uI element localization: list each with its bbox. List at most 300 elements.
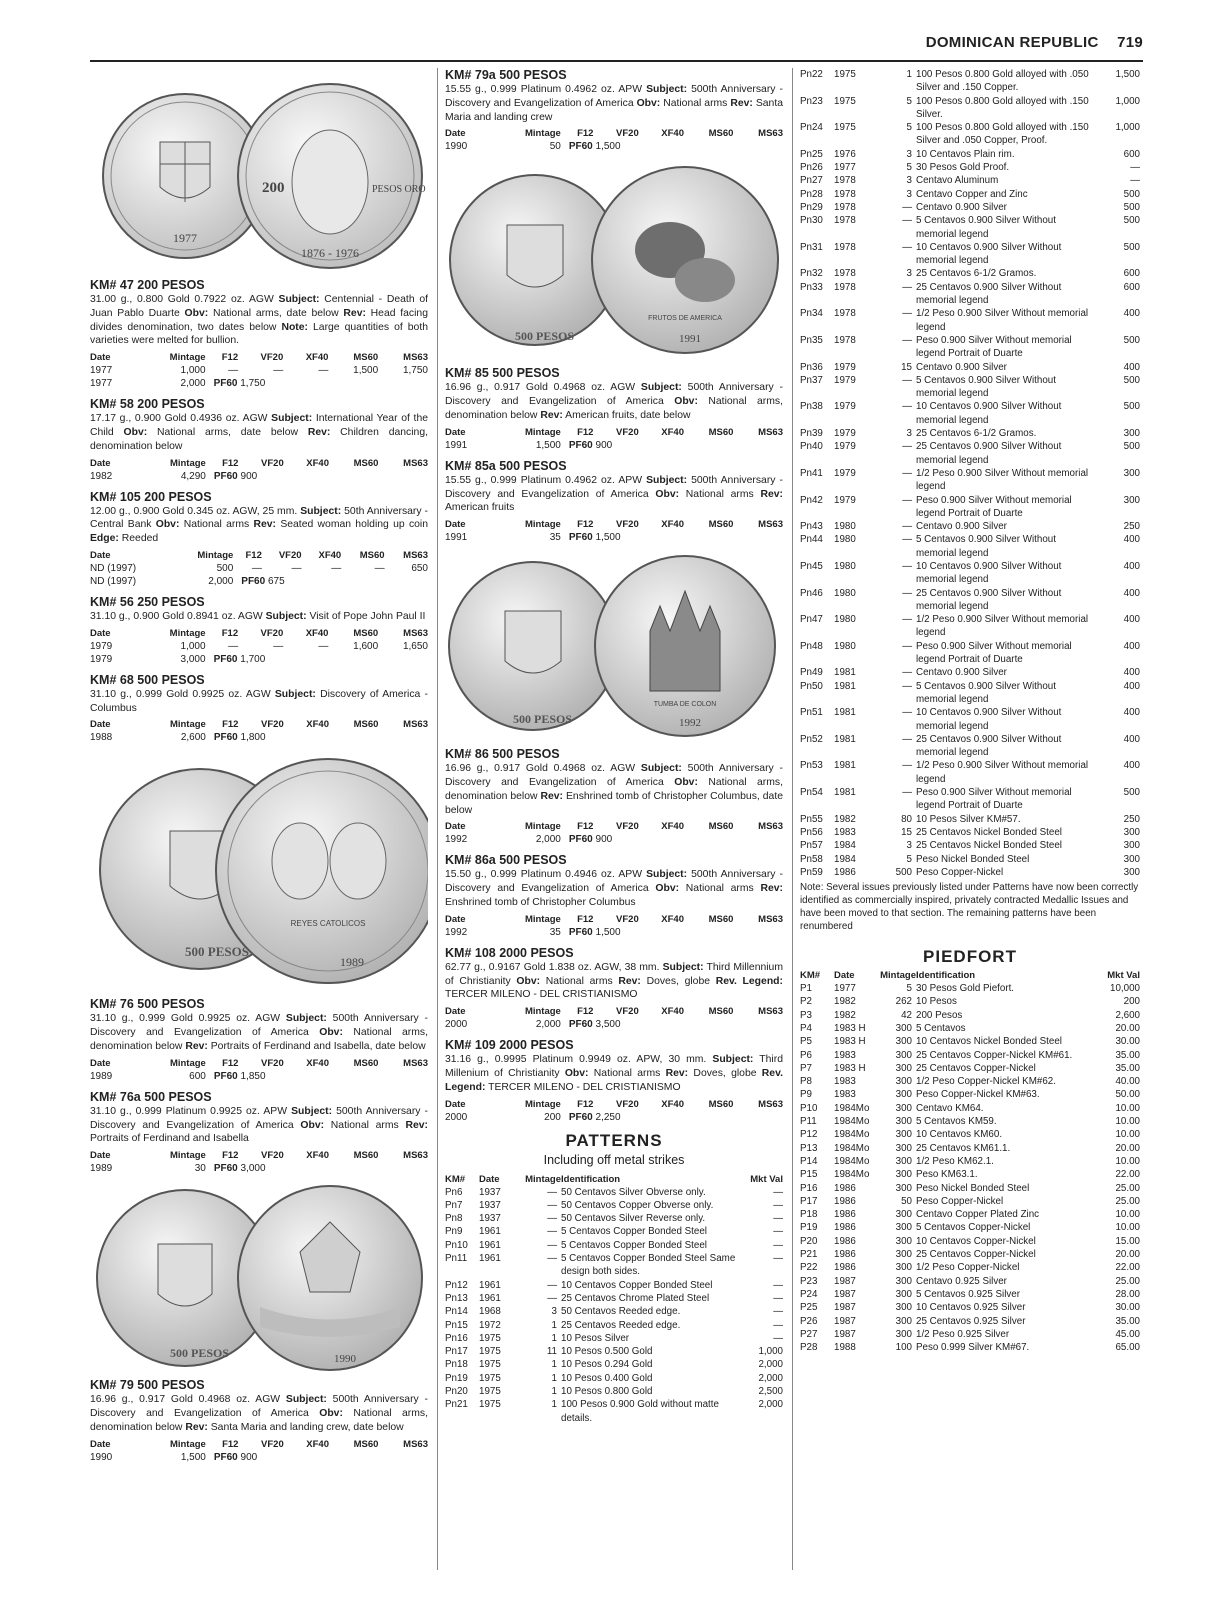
date: 1984Mo	[834, 1155, 870, 1167]
date: 1983 H	[834, 1023, 866, 1034]
table-row	[800, 982, 1140, 995]
market-value: 300	[1123, 428, 1140, 440]
km-number: Pn24	[800, 122, 823, 134]
price-proof: PF60 1,750	[213, 378, 266, 390]
desc-label: Subject:	[712, 1054, 754, 1066]
coin-image-km76	[90, 751, 428, 991]
identification: 100 Pesos 0.800 Gold alloyed with .050 Silver and .150 Copper.	[916, 69, 1089, 94]
price-cell: —	[251, 562, 262, 574]
entry-title: KM# 86a 500 PESOS	[445, 853, 567, 868]
km-number: P21	[800, 1249, 818, 1261]
market-value: 500	[1123, 241, 1140, 253]
price-header: MS63	[403, 1150, 428, 1162]
date: 1978	[834, 215, 856, 227]
identification: Peso 0.900 Silver Without memorial legend Portrait of Duarte	[916, 494, 1072, 519]
price-header: Date	[90, 1150, 111, 1162]
km-number: Pn13	[445, 1292, 468, 1304]
desc-label: Obv:	[564, 1067, 589, 1079]
market-value: 50.00	[1115, 1089, 1140, 1101]
identification: 1/2 Peso Copper-Nickel	[916, 1262, 1020, 1274]
desc-label: Subject:	[646, 869, 688, 881]
date: 1982	[834, 1009, 856, 1021]
date: 1978	[834, 188, 856, 200]
desc-label: Subject:	[274, 688, 316, 700]
price-header: Mintage	[524, 1098, 561, 1110]
table-row	[445, 1398, 783, 1425]
price-table	[445, 913, 783, 939]
price-header: XF40	[661, 913, 684, 925]
price-row	[445, 439, 783, 452]
date: 1978	[834, 334, 856, 346]
entry-title: KM# 76a 500 PESOS	[90, 1089, 212, 1104]
date: 1981	[834, 787, 856, 799]
market-value: —	[773, 1239, 783, 1251]
market-value: —	[773, 1332, 783, 1344]
price-row	[445, 140, 783, 153]
market-value: 65.00	[1115, 1342, 1140, 1354]
table-row	[800, 494, 1140, 521]
entry-title: KM# 56 250 PESOS	[90, 594, 205, 609]
market-value: 20.00	[1115, 1249, 1140, 1261]
proof-grade: PF60	[213, 653, 238, 665]
km-number: P25	[800, 1302, 818, 1314]
identification: 1/2 Peso 0.900 Silver Without memorial legend	[916, 308, 1089, 333]
mintage: —	[902, 787, 912, 799]
market-value: —	[773, 1319, 783, 1331]
mintage: —	[902, 374, 912, 386]
column-1	[90, 68, 428, 1471]
coin-denomination: 200	[262, 180, 285, 196]
km-number: P9	[800, 1089, 812, 1101]
date: 1987	[834, 1315, 856, 1327]
km-number: Pn41	[800, 467, 823, 479]
mintage: 300	[895, 1036, 912, 1048]
market-value: 400	[1123, 667, 1140, 679]
price-header: Date	[445, 426, 466, 438]
price-header: F12	[222, 1057, 239, 1069]
price-mintage: 600	[189, 1070, 206, 1082]
mintage: 15	[901, 826, 912, 838]
table-row	[800, 759, 1140, 786]
price-cell: —	[228, 365, 239, 377]
identification: 50 Centavos Silver Reverse only.	[561, 1213, 706, 1225]
price-cell: 1,000	[180, 365, 206, 377]
table-row	[800, 188, 1140, 201]
km-number: Pn21	[445, 1399, 468, 1411]
date: 1975	[834, 95, 856, 107]
price-header: Date	[90, 1057, 111, 1069]
km-number: Pn44	[800, 534, 823, 546]
identification: Centavo 0.925 Silver	[916, 1275, 1007, 1287]
table-row	[800, 1168, 1140, 1181]
table-row	[800, 241, 1140, 268]
km-number: Pn30	[800, 215, 823, 227]
table-row	[800, 826, 1140, 839]
price-proof: PF60 3,500	[568, 1019, 621, 1031]
identification: 25 Centavos Reeded edge.	[561, 1319, 681, 1331]
price-table	[90, 351, 428, 390]
desc-label: Obv:	[655, 488, 680, 500]
price-mintage: 2,000	[208, 575, 234, 587]
mintage: 100	[895, 1342, 912, 1354]
identification: 10 Centavos Nickel Bonded Steel	[916, 1036, 1062, 1048]
table-header: Mkt Val	[750, 1173, 783, 1185]
market-value: 25.00	[1115, 1275, 1140, 1287]
km-number: P28	[800, 1342, 818, 1354]
desc-label: Obv:	[674, 776, 698, 788]
identification: Centavo Copper Plated Zinc	[916, 1209, 1040, 1221]
price-mintage: 1,500	[180, 1451, 206, 1463]
desc-label: Obv:	[655, 883, 680, 895]
identification: 30 Pesos Gold Piefort.	[916, 983, 1015, 995]
date: 1984Mo	[834, 1142, 870, 1154]
patterns-note: Note: Several issues previously listed under Patterns have now been correctly identified as commercially inspired, privately contracted Medallic Issues and have been moved to that section. The remaining patterns have been renumbered	[800, 882, 1139, 933]
identification: 200 Pesos	[916, 1009, 963, 1021]
market-value: 25.00	[1115, 1182, 1140, 1194]
km-number: Pn10	[445, 1239, 468, 1251]
mintage: —	[902, 467, 912, 479]
identification: 1/2 Peso 0.900 Silver Without memorial legend	[916, 614, 1089, 639]
market-value: 35.00	[1115, 1062, 1140, 1074]
entry-title: KM# 58 200 PESOS	[90, 397, 205, 412]
price-header: MS60	[708, 519, 734, 531]
mintage: 5	[906, 983, 912, 995]
km-number: Pn45	[800, 560, 823, 572]
mintage: 300	[895, 1102, 912, 1114]
identification: 10 Pesos 0.400 Gold	[561, 1372, 653, 1384]
identification: Peso 0.900 Silver Without memorial legend Portrait of Duarte	[916, 640, 1072, 666]
market-value: 10.00	[1115, 1209, 1140, 1221]
market-value: —	[773, 1253, 783, 1265]
mintage: 50	[901, 1195, 912, 1207]
desc-label: Rev:	[665, 1067, 689, 1079]
price-header: XF40	[305, 352, 329, 364]
desc-label: Obv:	[300, 1119, 325, 1131]
price-header: MS63	[758, 426, 783, 438]
market-value: 300	[1123, 866, 1140, 878]
price-header: XF40	[306, 1150, 329, 1162]
table-row	[800, 1341, 1140, 1354]
table-header: Identification	[916, 970, 976, 982]
mintage: —	[902, 201, 912, 213]
market-value: 300	[1123, 467, 1140, 479]
desc-label: Subject:	[278, 294, 320, 305]
price-row	[445, 1111, 783, 1124]
price-header: MS63	[403, 457, 428, 469]
price-header: Mintage	[524, 821, 561, 833]
table-row	[800, 813, 1140, 826]
entry-description: 16.96 g., 0.917 Gold 0.4968 oz. AGW Subject: 500th Anniversary - Discovery and Evangelization of America Obv: National arms, denomination below Rev: Santa Maria and landing crew, date below	[90, 1394, 429, 1433]
km-number: Pn17	[445, 1346, 468, 1358]
date: 1961	[479, 1239, 501, 1251]
price-date: 1990	[90, 1451, 113, 1463]
date: 1975	[479, 1399, 501, 1411]
price-row	[90, 640, 428, 653]
identification: Centavo Copper and Zinc	[916, 188, 1028, 200]
price-cell: —	[273, 640, 284, 652]
identification: 50 Centavos Silver Obverse only.	[561, 1186, 706, 1198]
price-mintage: 1,500	[535, 439, 561, 451]
identification: 25 Centavos KM61.1.	[916, 1142, 1011, 1154]
desc-label: Rev. Legend:	[715, 975, 783, 987]
km-number: Pn53	[800, 760, 823, 772]
price-header: XF40	[306, 457, 329, 469]
price-header-row	[445, 913, 783, 926]
date: 1984Mo	[834, 1129, 870, 1141]
proof-grade: PF60	[241, 575, 266, 587]
market-value: 1,000	[758, 1346, 783, 1358]
price-header: Date	[445, 913, 466, 925]
desc-label: Subject:	[640, 763, 682, 775]
entry-title: KM# 47 200 PESOS	[90, 278, 205, 292]
price-header-row	[90, 549, 428, 562]
coin-year: 1989	[340, 955, 364, 970]
table-row	[445, 1292, 783, 1305]
price-date: 1989	[90, 1163, 113, 1175]
catalog-entry	[90, 397, 428, 482]
market-value: 2,000	[758, 1399, 783, 1411]
price-header: VF20	[261, 1057, 284, 1069]
desc-label: Obv:	[123, 426, 148, 438]
market-value: 400	[1123, 733, 1140, 745]
km-number: Pn16	[445, 1332, 468, 1344]
price-row	[90, 364, 428, 377]
date: 1978	[834, 175, 856, 187]
table-row	[445, 1252, 783, 1279]
km-number: Pn27	[800, 175, 823, 187]
km-number: Pn57	[800, 840, 823, 852]
table-row	[800, 1248, 1140, 1261]
price-row	[445, 926, 783, 939]
market-value: 1,000	[1115, 122, 1140, 134]
km-number: P8	[800, 1076, 812, 1088]
entry-description: 12.00 g., 0.900 Gold 0.345 oz. AGW, 25 mm. Subject: 50th Anniversary - Central Bank Obv: National arms Rev: Seated woman holding up coin Edge: Reeded	[90, 505, 429, 545]
market-value: 400	[1123, 760, 1140, 772]
date: 1975	[834, 122, 856, 134]
price-mintage: 3,000	[180, 653, 206, 665]
price-header: F12	[245, 549, 262, 561]
km-number: P6	[800, 1049, 812, 1061]
coin-denomination: 500 PESOS	[515, 329, 575, 344]
table-header: KM#	[800, 970, 821, 982]
column-2	[445, 68, 783, 1425]
date: 1986	[834, 1222, 856, 1234]
km-number: Pn6	[445, 1186, 463, 1198]
table-row	[445, 1319, 783, 1332]
km-number: Pn26	[800, 162, 823, 174]
table-row	[800, 374, 1140, 401]
table-row	[800, 95, 1140, 122]
identification: Centavo 0.900 Silver	[916, 667, 1007, 679]
mintage: —	[902, 614, 912, 626]
price-header: XF40	[661, 426, 684, 438]
identification: 10 Pesos 0.294 Gold	[561, 1359, 653, 1371]
entry-title: KM# 85a 500 PESOS	[445, 458, 567, 473]
catalog-entry	[90, 673, 428, 745]
price-header: F12	[577, 1006, 594, 1018]
catalog-entry	[445, 459, 783, 544]
table-row	[800, 161, 1140, 174]
desc-label: Rev:	[185, 1421, 208, 1433]
entry-title: KM# 105 200 PESOS	[90, 489, 212, 504]
mintage: 1	[551, 1372, 557, 1384]
mintage: 3	[906, 175, 912, 187]
price-header: MS63	[758, 128, 783, 140]
price-header: MS63	[403, 549, 428, 561]
km-number: Pn54	[800, 787, 823, 799]
table-header: Mintage	[880, 970, 916, 982]
km-number: Pn11	[445, 1253, 468, 1265]
price-header-row	[445, 426, 783, 439]
table-row	[445, 1186, 783, 1199]
coin-image-km85	[445, 160, 783, 360]
price-header: Mintage	[169, 719, 206, 731]
price-header-row	[90, 718, 428, 731]
identification: Peso KM63.1.	[916, 1169, 978, 1181]
price-table	[90, 718, 428, 744]
price-cell: —	[331, 562, 342, 574]
market-value: —	[773, 1279, 783, 1291]
mintage: —	[902, 680, 912, 692]
identification: 25 Centavos 0.900 Silver Without memorial legend	[916, 441, 1062, 466]
price-header: VF20	[616, 821, 639, 833]
table-row	[800, 148, 1140, 161]
price-row	[90, 1070, 428, 1083]
date: 1972	[479, 1319, 501, 1331]
date: 1983 H	[834, 1062, 866, 1074]
date: 1981	[834, 707, 856, 719]
identification: 1/2 Peso Copper-Nickel KM#62.	[916, 1076, 1056, 1088]
identification: Peso Copper-Nickel	[916, 866, 1004, 878]
price-header-row	[90, 1057, 428, 1070]
table-row	[800, 361, 1140, 374]
price-header: Date	[90, 352, 111, 364]
mintage: —	[547, 1239, 557, 1251]
table-header: Date	[834, 970, 855, 982]
market-value: 2,000	[758, 1359, 783, 1371]
date: 1977	[834, 983, 856, 995]
date: 1986	[834, 1235, 856, 1247]
table-row	[800, 400, 1140, 427]
price-header: VF20	[261, 457, 284, 469]
market-value: 2,600	[1115, 1009, 1140, 1021]
market-value: 20.00	[1115, 1142, 1140, 1154]
table-row	[800, 706, 1140, 733]
desc-label: Obv:	[155, 519, 180, 531]
desc-label: Rev:	[253, 519, 277, 531]
price-header: F12	[221, 352, 239, 364]
price-header-row	[445, 518, 783, 531]
catalog-entry	[445, 68, 783, 153]
price-cell: —	[273, 365, 284, 377]
price-header: F12	[222, 719, 239, 731]
price-proof: PF60 1,850	[213, 1070, 266, 1082]
market-value: 600	[1123, 148, 1140, 160]
price-cell: 1977	[90, 365, 113, 377]
price-header: MS63	[403, 352, 428, 364]
mintage: —	[902, 334, 912, 346]
date: 1979	[834, 374, 856, 386]
table-row	[800, 533, 1140, 560]
price-header: F12	[222, 1438, 239, 1450]
price-cell: 1,000	[180, 640, 206, 652]
entry-description: 15.55 g., 0.999 Platinum 0.4962 oz. APW Subject: 500th Anniversary - Discovery and Evangelization of America Obv: National arms Rev: American fruits	[445, 474, 783, 514]
date: 1984Mo	[834, 1169, 870, 1181]
price-proof: PF60 1,500	[568, 141, 621, 153]
price-header-row	[90, 627, 428, 640]
date: 1983	[834, 1076, 856, 1088]
entry-description: 17.17 g., 0.900 Gold 0.4936 oz. AGW Subject: International Year of the Child Obv: National arms, date below Rev: Children dancing, denomination below	[90, 413, 429, 452]
date: 1980	[834, 521, 856, 533]
table-header: Mintage	[525, 1173, 561, 1185]
mintage: 300	[895, 1089, 912, 1101]
price-date: 1991	[445, 532, 468, 544]
table-row	[800, 1142, 1140, 1155]
date: 1978	[834, 308, 856, 320]
price-header-row	[445, 127, 783, 140]
price-header: F12	[577, 426, 594, 438]
identification: Peso Copper-Nickel KM#63.	[916, 1089, 1040, 1101]
price-cell: 1,500	[353, 365, 379, 377]
table-header: Identification	[561, 1173, 621, 1185]
price-header: Mintage	[169, 457, 206, 469]
km-number: Pn38	[800, 401, 823, 413]
price-mintage: 2,000	[180, 378, 206, 390]
coin-denomination: 500 PESOS	[185, 944, 249, 960]
price-row	[445, 531, 783, 544]
price-date: ND (1997)	[90, 575, 137, 587]
proof-grade: PF60	[213, 1451, 238, 1463]
identification: 25 Centavos 6-1/2 Gramos.	[916, 268, 1037, 280]
date: 1986	[834, 866, 856, 878]
market-value: 400	[1123, 614, 1140, 626]
coin-year: 1992	[679, 717, 701, 730]
identification: 5 Centavos 0.925 Silver	[916, 1288, 1021, 1300]
mintage: 3	[906, 428, 912, 440]
entry-description: 31.10 g., 0.999 Gold 0.9925 oz. AGW Subject: 500th Anniversary - Discovery and Evangelization of America Obv: National arms, denomination below Rev: Portraits of Ferdinand and Isabella, date below	[90, 1013, 429, 1052]
identification: 5 Centavos Copper Bonded Steel	[561, 1226, 707, 1238]
km-number: P27	[800, 1328, 818, 1340]
date: 1986	[834, 1195, 856, 1207]
price-header: Date	[445, 1006, 466, 1018]
coin-year: 1977	[173, 231, 197, 245]
table-row	[800, 680, 1140, 707]
identification: Peso 0.900 Silver Without memorial legend Portrait of Duarte	[916, 787, 1072, 812]
price-table	[445, 426, 783, 452]
mintage: —	[902, 441, 912, 453]
date: 1986	[834, 1209, 856, 1221]
piedfort-title: PIEDFORT	[923, 947, 1017, 967]
table-row	[445, 1358, 783, 1371]
price-table	[90, 1149, 428, 1175]
table-row	[800, 1315, 1140, 1328]
entry-title: KM# 76 500 PESOS	[90, 997, 205, 1012]
mintage: —	[547, 1279, 557, 1291]
identification: Centavo 0.900 Silver	[916, 201, 1007, 213]
desc-label: Rev:	[760, 883, 783, 895]
market-value: —	[773, 1306, 783, 1318]
mintage: 300	[895, 1315, 912, 1327]
price-header: F12	[577, 913, 594, 925]
price-header: VF20	[260, 352, 284, 364]
table-row	[800, 1221, 1140, 1234]
market-value: 300	[1123, 853, 1140, 865]
km-number: Pn51	[800, 707, 823, 719]
price-table	[90, 1057, 428, 1083]
mintage: 300	[895, 1222, 912, 1234]
km-number: P18	[800, 1209, 818, 1221]
price-header: MS63	[403, 1438, 428, 1450]
